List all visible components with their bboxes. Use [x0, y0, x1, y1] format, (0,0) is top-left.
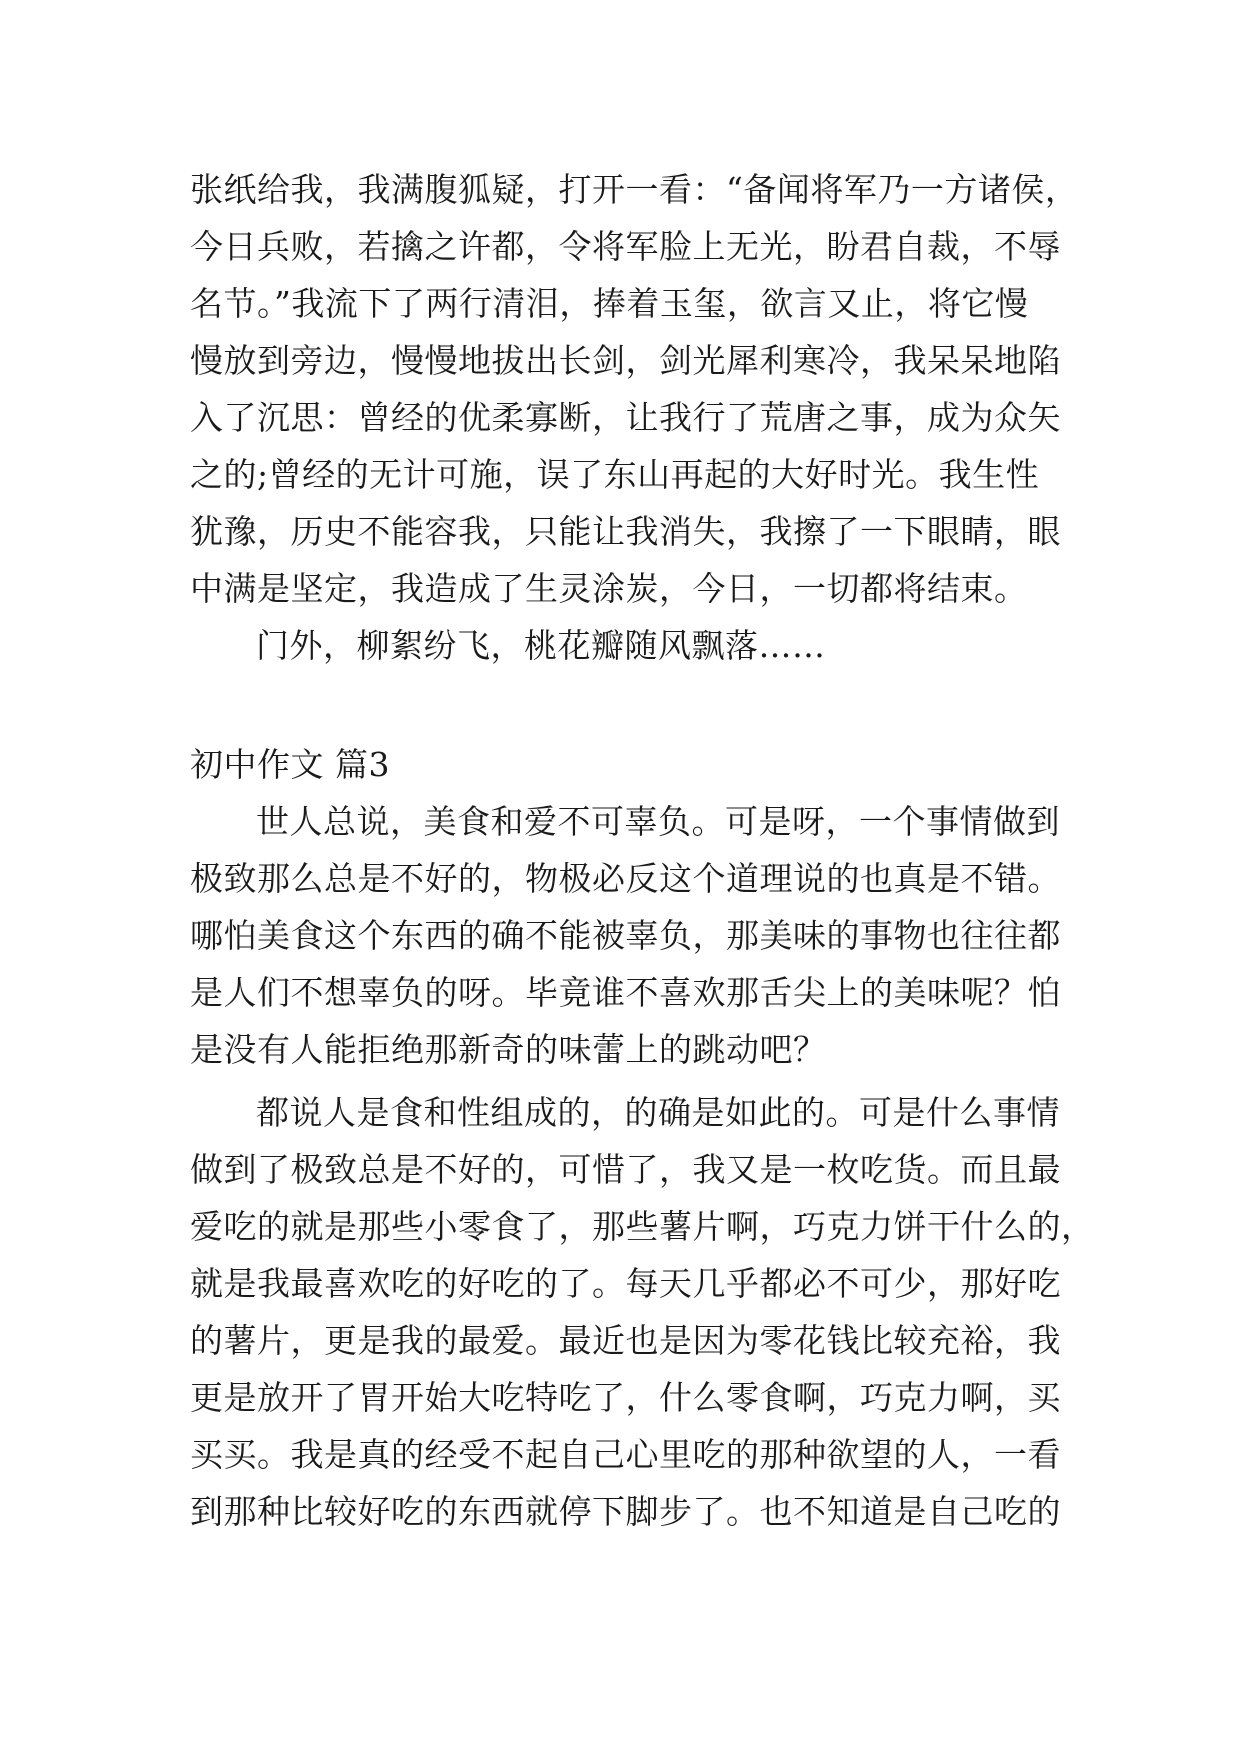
paragraph-line: 名节。”我流下了两行清泪，捧着玉玺，欲言又止，将它慢 — [190, 284, 1029, 323]
paragraph-line: 张纸给我，我满腹狐疑，打开一看：“备闻将军乃一方诸侯， — [190, 170, 1079, 209]
paragraph-line: 更是放开了胃开始大吃特吃了，什么零食啊，巧克力啊，买 — [190, 1378, 1061, 1417]
paragraph-line: 入了沉思：曾经的优柔寡断，让我行了荒唐之事，成为众矢 — [190, 398, 1061, 437]
paragraph-line: 哪怕美食这个东西的确不能被辜负，那美味的事物也往往都 — [190, 916, 1061, 955]
paragraph-line: 到那种比较好吃的东西就停下脚步了。也不知道是自己吃的 — [190, 1492, 1061, 1531]
paragraph-line: 做到了极致总是不好的，可惜了，我又是一枚吃货。而且最 — [190, 1150, 1061, 1189]
paragraph-line: 犹豫，历史不能容我，只能让我消失，我擦了一下眼睛，眼 — [190, 512, 1061, 551]
closing-line: 门外，柳絮纷飞，桃花瓣随风飘落…… — [256, 626, 826, 665]
paragraph-line: 爱吃的就是那些小零食了，那些薯片啊，巧克力饼干什么的， — [190, 1207, 1095, 1246]
paragraph-line: 世人总说，美食和爱不可辜负。可是呀，一个事情做到 — [256, 802, 1060, 841]
paragraph-line: 是没有人能拒绝那新奇的味蕾上的跳动吧？ — [190, 1030, 827, 1069]
paragraph-line: 都说人是食和性组成的，的确是如此的。可是什么事情 — [256, 1093, 1060, 1132]
paragraph-line: 就是我最喜欢吃的好吃的了。每天几乎都必不可少，那好吃 — [190, 1264, 1061, 1303]
section-heading: 初中作文 篇3 — [190, 745, 390, 784]
paragraph-line: 慢放到旁边，慢慢地拔出长剑，剑光犀利寒冷，我呆呆地陷 — [190, 341, 1061, 380]
paragraph-line: 极致那么总是不好的，物极必反这个道理说的也真是不错。 — [190, 859, 1061, 898]
paragraph-line: 之的;曾经的无计可施，误了东山再起的大好时光。我生性 — [190, 455, 1040, 494]
paragraph-line: 是人们不想辜负的呀。毕竟谁不喜欢那舌尖上的美味呢？怕 — [190, 973, 1061, 1012]
paragraph-line: 中满是坚定，我造成了生灵涂炭，今日，一切都将结束。 — [190, 569, 1028, 608]
paragraph-line: 今日兵败，若擒之许都，令将军脸上无光，盼君自裁，不辱 — [190, 227, 1061, 266]
paragraph-line: 的薯片，更是我的最爱。最近也是因为零花钱比较充裕，我 — [190, 1321, 1061, 1360]
paragraph-line: 买买。我是真的经受不起自己心里吃的那种欲望的人，一看 — [190, 1435, 1061, 1474]
